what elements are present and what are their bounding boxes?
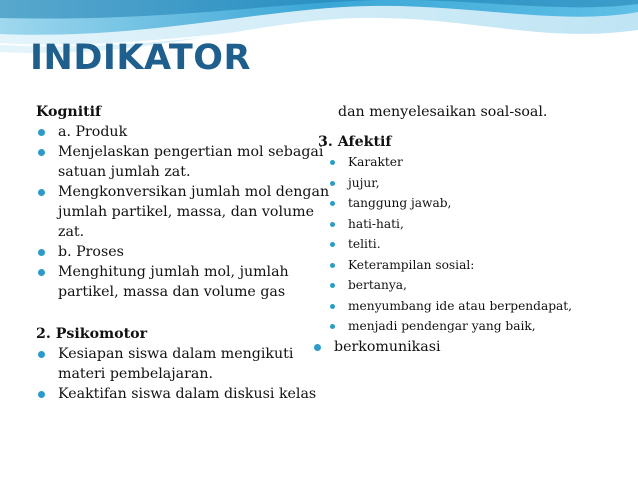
bullet-icon	[38, 391, 45, 398]
bullet-icon	[38, 249, 45, 256]
afektif-list	[312, 152, 632, 337]
kognitif-list	[36, 122, 328, 302]
bullet-icon	[330, 160, 335, 165]
bullet-icon	[330, 201, 335, 206]
bullet-icon	[38, 189, 45, 196]
list-item: Menjelaskan pengertian mol sebagai satuan jumlah zat.	[36, 142, 328, 182]
list-item: Karakter	[324, 152, 632, 173]
heading-kognitif: Kognitif	[36, 104, 102, 120]
heading-psikomotor: 2. Psikomotor	[36, 326, 148, 342]
bullet-icon	[330, 304, 335, 309]
bullet-icon	[38, 149, 45, 156]
list-item: Menghitung jumlah mol, jumlah partikel, massa dan volume gas	[36, 262, 328, 302]
slide-title: INDIKATOR	[30, 38, 251, 78]
bullet-icon	[38, 129, 45, 136]
bullet-icon	[330, 324, 335, 329]
bullet-icon	[330, 283, 335, 288]
list-item: bertanya,	[324, 275, 632, 296]
list-item: menjadi pendengar yang baik,	[324, 316, 632, 337]
list-item: Keterampilan sosial:	[324, 255, 632, 276]
psikomotor-list	[36, 344, 328, 404]
list-item: b. Proses	[36, 242, 328, 262]
list-item: Mengkonversikan jumlah mol dengan jumlah partikel, massa, dan volume zat.	[36, 182, 328, 242]
bullet-icon	[330, 222, 335, 227]
list-item: berkomunikasi	[312, 337, 632, 357]
bullet-icon	[314, 344, 321, 351]
spacer	[312, 122, 632, 132]
list-item: Kesiapan siswa dalam mengikuti materi pembelajaran.	[36, 344, 328, 384]
list-item: a. Produk	[36, 122, 328, 142]
left-column	[36, 102, 328, 404]
bullet-icon	[330, 263, 335, 268]
afektif-last-list	[312, 337, 632, 357]
bullet-icon	[330, 181, 335, 186]
bullet-icon	[38, 351, 45, 358]
list-item: Keaktifan siswa dalam diskusi kelas	[36, 384, 328, 404]
list-item: jujur,	[324, 173, 632, 194]
heading-afektif: 3. Afektif	[318, 134, 392, 150]
list-item: tanggung jawab,	[324, 193, 632, 214]
list-item: teliti.	[324, 234, 632, 255]
list-item: menyumbang ide atau berpendapat,	[324, 296, 632, 317]
right-column	[312, 102, 632, 357]
list-item: hati-hati,	[324, 214, 632, 235]
spacer	[36, 302, 328, 324]
continuation-text: dan menyelesaikan soal-soal.	[338, 104, 548, 120]
bullet-icon	[330, 242, 335, 247]
bullet-icon	[38, 269, 45, 276]
